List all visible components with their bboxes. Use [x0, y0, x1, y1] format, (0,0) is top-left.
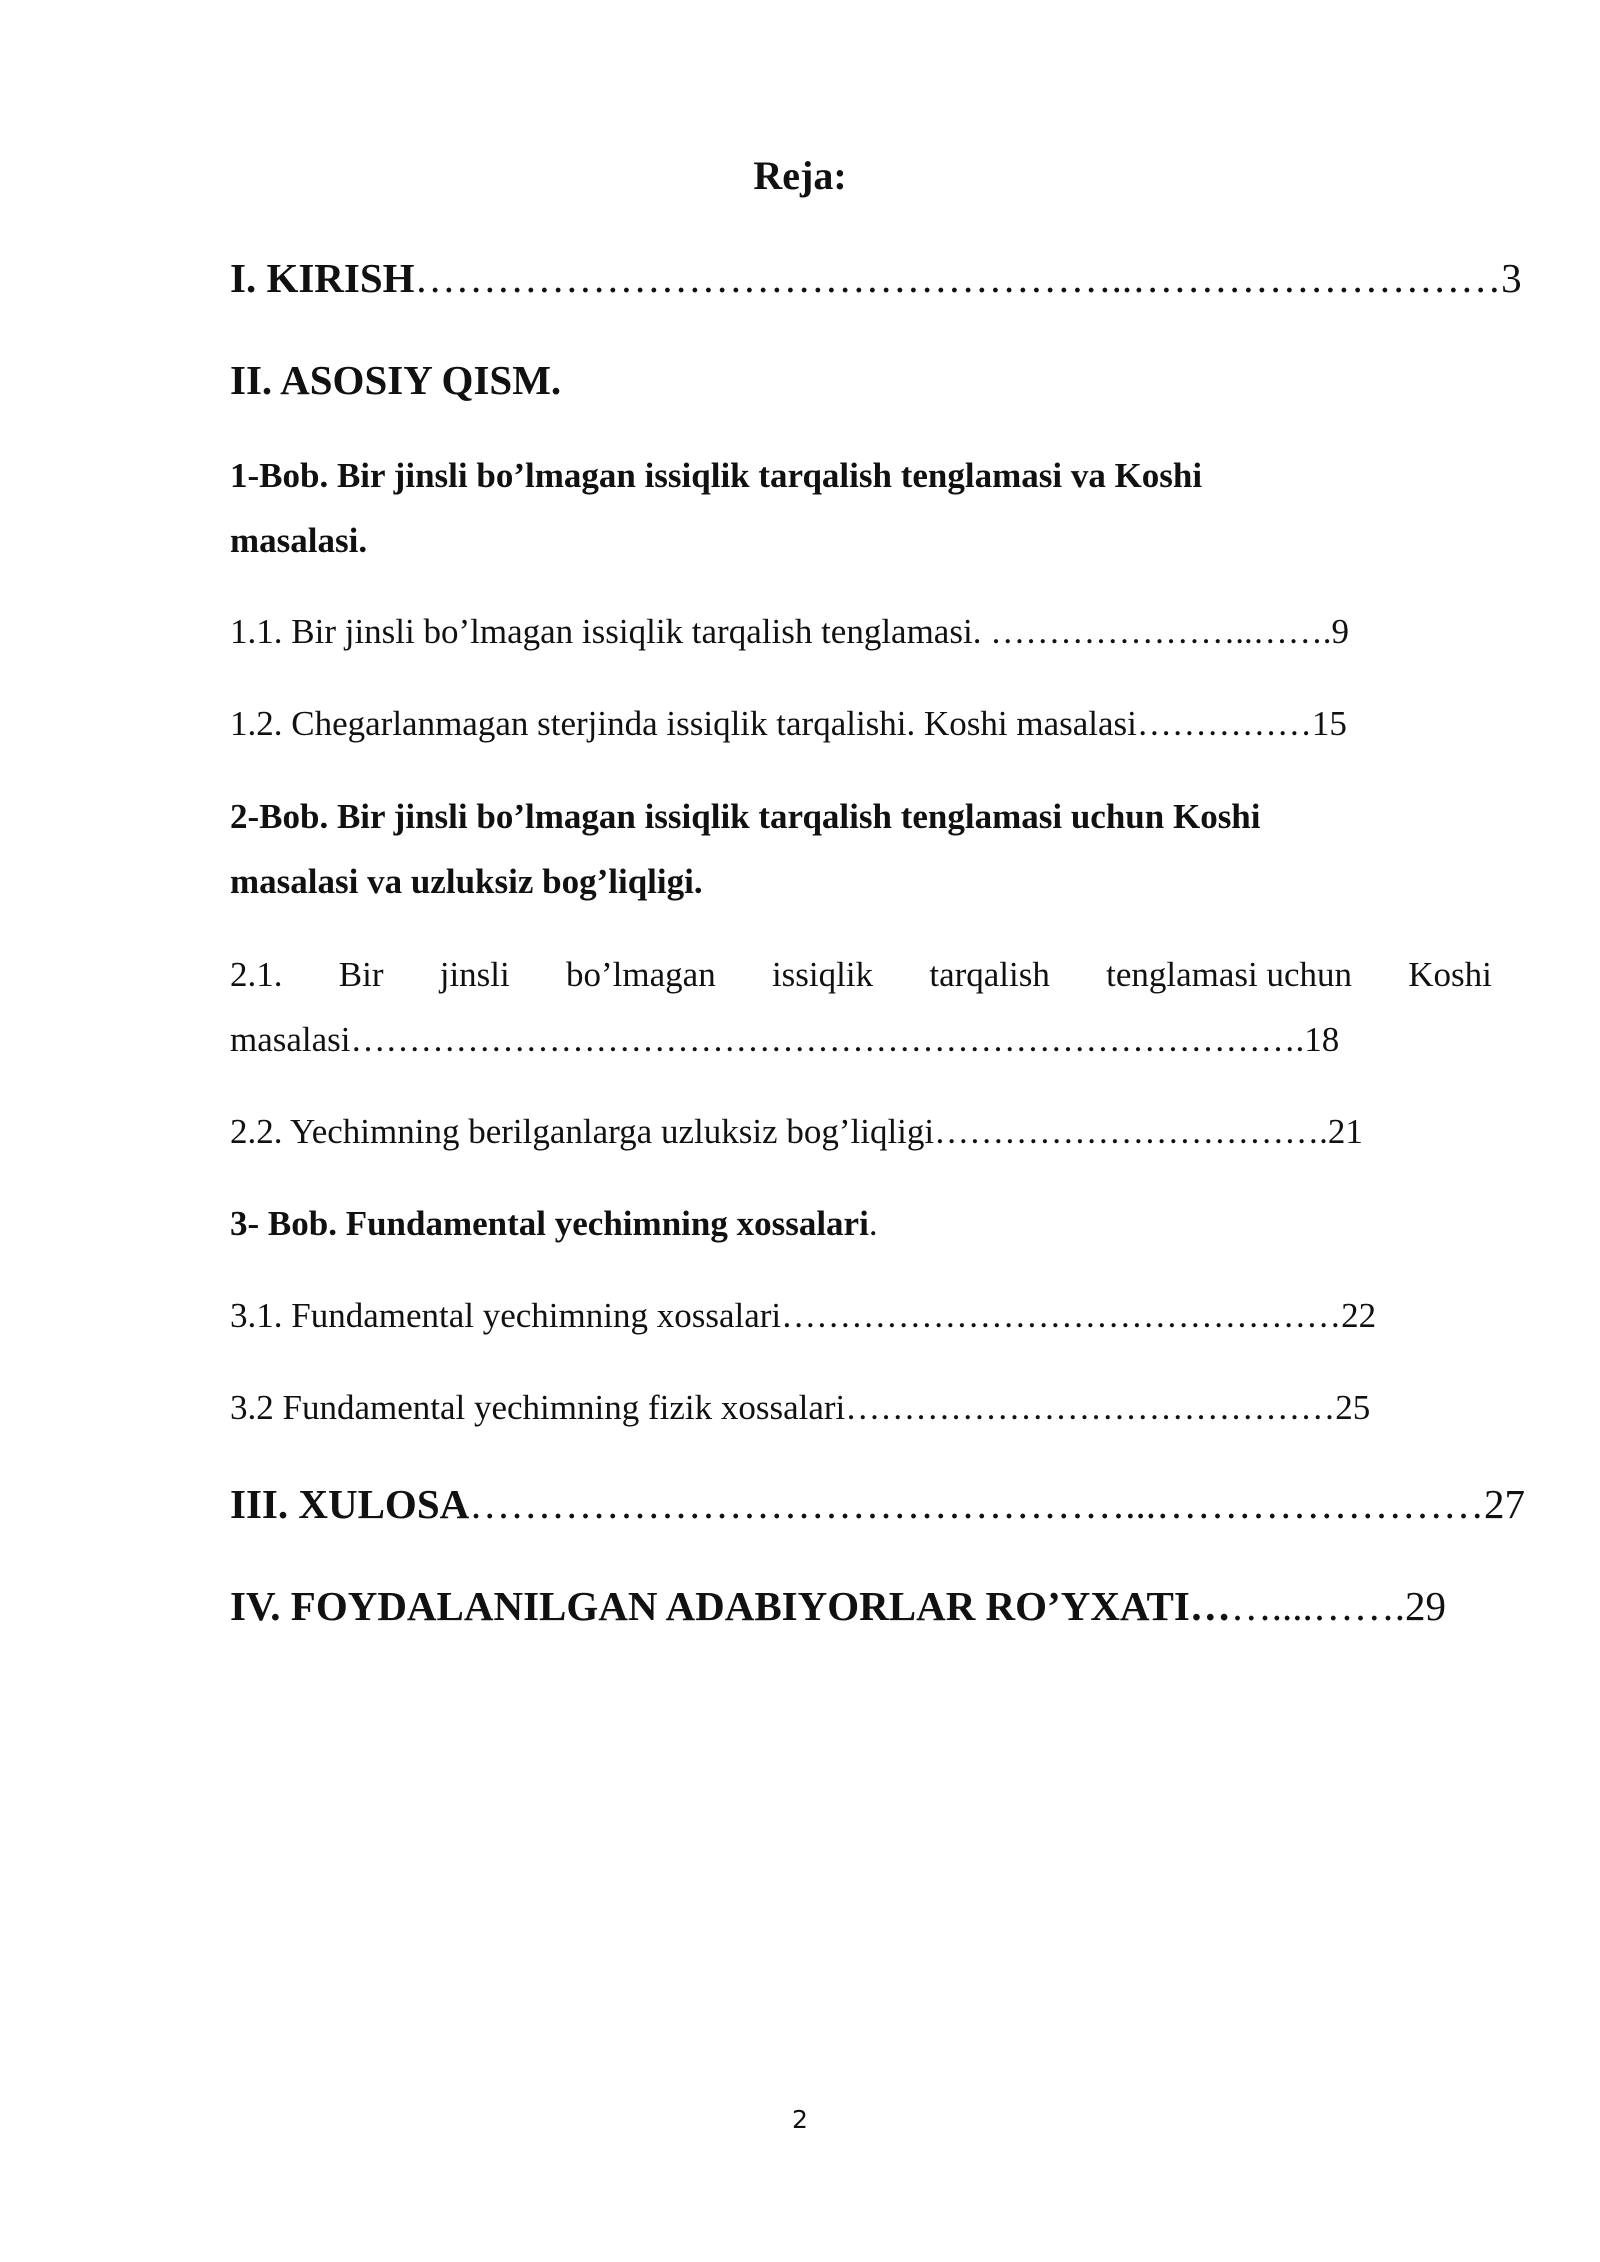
toc-word: issiqlik — [771, 955, 874, 994]
toc-dots: ………………………………………………………………………. — [350, 1020, 1305, 1059]
toc-entry-references — [230, 1582, 1492, 1630]
toc-page-number: 15 — [1311, 704, 1347, 743]
toc-punct: . — [868, 1204, 878, 1243]
toc-label: 3.1. Fundamental yechimning xossalari — [230, 1296, 782, 1335]
toc-dots: ……………………………. — [934, 1112, 1328, 1151]
toc-label: III. XULOSA — [230, 1481, 470, 1527]
toc-page-number: 22 — [1341, 1296, 1377, 1335]
toc-dots: …………………..……. — [990, 612, 1332, 651]
toc-entry-intro — [230, 254, 1522, 302]
toc-entry-1-2 — [230, 704, 1492, 744]
toc-entry-2-1-line2 — [230, 1020, 1492, 1060]
toc-entry-1-1 — [230, 612, 1492, 652]
toc-heading-main-part: II. ASOSIY QISM. — [230, 357, 562, 403]
toc-word: tenglamasi uchun — [1106, 955, 1353, 994]
toc-chapter2-line1: 2-Bob. Bir jinsli bo’lmagan issiqlik tarqalish tenglamasi uchun Koshi — [230, 797, 1261, 836]
toc-chapter2-line2: masalasi va uzluksiz bog’liqligi. — [230, 862, 703, 901]
toc-word: tarqalish — [929, 955, 1050, 994]
toc-page-number: 29 — [1405, 1583, 1447, 1629]
toc-page-number: 25 — [1335, 1388, 1371, 1427]
toc-page-number: 27 — [1483, 1481, 1525, 1527]
toc-entry-2-2 — [230, 1112, 1492, 1152]
toc-dots: …………………………………………...…………………… — [469, 1481, 1484, 1527]
toc-word: jinsli — [439, 955, 510, 994]
toc-page-number: 21 — [1327, 1112, 1363, 1151]
toc-label: 1.1. Bir jinsli bo’lmagan issiqlik tarqalish tenglamasi. — [230, 612, 991, 651]
toc-page-number: 3 — [1501, 255, 1522, 301]
toc-word: 2.1. — [230, 955, 283, 994]
toc-label: masalasi — [230, 1020, 351, 1059]
toc-word: bo’lmagan — [566, 955, 716, 994]
toc-dots: …....……. — [1230, 1583, 1406, 1629]
page-number: 2 — [792, 2105, 808, 2134]
toc-chapter1-line1: 1-Bob. Bir jinsli bo’lmagan issiqlik tarqalish tenglamasi va Koshi — [230, 456, 1203, 495]
toc-word: Bir — [338, 955, 384, 994]
toc-entry-3-2 — [230, 1388, 1492, 1428]
toc-label: 2.2. Yechimning berilganlarga uzluksiz bog’liqligi — [230, 1112, 935, 1151]
toc-label: IV. FOYDALANILGAN ADABIYORLAR RO’YXATI… — [230, 1583, 1231, 1629]
toc-dots: …………………………………… — [845, 1388, 1336, 1427]
toc-page-number: 9 — [1331, 612, 1349, 651]
page-title: Reja: — [753, 153, 847, 198]
toc-word: Koshi — [1408, 955, 1492, 994]
toc-label: I. KIRISH — [230, 255, 415, 301]
toc-dots: ……………………………………………..……………………… — [414, 255, 1502, 301]
toc-entry-3-1 — [230, 1296, 1492, 1336]
toc-chapter1-line2: masalasi. — [230, 521, 368, 560]
toc-dots: ………………………………………… — [781, 1296, 1342, 1335]
toc-chapter3 — [230, 1204, 1492, 1244]
toc-label: 3- Bob. Fundamental yechimning xossalari — [230, 1204, 869, 1243]
toc-page-number: 18 — [1304, 1020, 1340, 1059]
toc-entry-2-1-line1 — [230, 955, 1492, 995]
toc-label: 3.2 Fundamental yechimning fizik xossalari — [230, 1388, 846, 1427]
toc-entry-conclusion — [230, 1480, 1525, 1528]
toc-label: 1.2. Chegarlanmagan sterjinda issiqlik tarqalishi. Koshi masalasi — [230, 704, 1137, 743]
toc-dots: …………… — [1136, 704, 1312, 743]
